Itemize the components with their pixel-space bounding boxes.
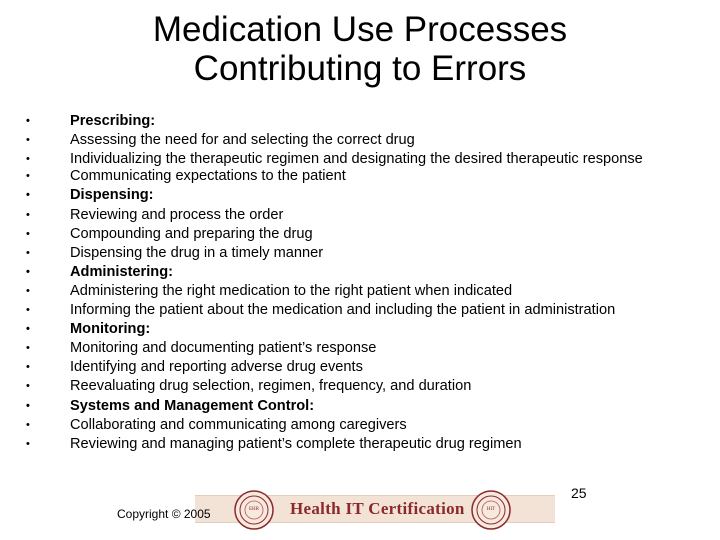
section-heading: [26, 265, 686, 281]
list-item-text: Systems and Management Control:: [70, 397, 315, 414]
list-item-text: Reviewing and process the order: [70, 206, 284, 223]
bullet-icon: •: [26, 115, 30, 127]
bullet-icon: •: [26, 380, 30, 393]
list-item: [26, 208, 686, 224]
seal-right-text: HIT: [486, 507, 496, 512]
list-item-text: Reviewing and managing patient’s complete therapeutic drug regimen: [70, 435, 522, 452]
list-item-text: Individualizing the therapeutic regimen and designating the desired therapeutic response: [70, 151, 643, 168]
list-item-text: Monitoring and documenting patient’s response: [70, 340, 377, 357]
bullet-icon: •: [26, 227, 30, 240]
bullet-icon: •: [26, 323, 30, 336]
list-item-text: Prescribing:: [70, 113, 156, 129]
seal-right-icon: [471, 490, 511, 535]
bullet-icon: •: [26, 208, 30, 221]
list-item-text: Reevaluating drug selection, regimen, frequency, and duration: [70, 378, 472, 395]
list-item: [26, 152, 686, 166]
list-item-text: Assessing the need for and selecting the correct drug: [70, 132, 415, 149]
list-item-text: Administering the right medication to the right patient when indicated: [70, 282, 513, 299]
list-item: [26, 379, 686, 395]
list-item-text: Administering:: [70, 263, 173, 280]
bullet-icon: •: [26, 265, 30, 278]
list-item: [26, 227, 686, 243]
bullet-list: [26, 114, 686, 456]
list-item: [26, 303, 686, 319]
copyright-text: Copyright © 2005: [117, 507, 211, 521]
list-item-text: Dispensing:: [70, 187, 154, 204]
list-item-text: Collaborating and communicating among caregivers: [70, 416, 407, 433]
bullet-icon: •: [26, 342, 30, 355]
section-heading: [26, 188, 686, 204]
bullet-icon: •: [26, 134, 30, 147]
list-item-text: Identifying and reporting adverse drug events: [70, 359, 363, 376]
banner-text: Health IT Certification: [290, 499, 465, 518]
bullet-icon: •: [26, 246, 30, 259]
bullet-icon: •: [26, 418, 30, 431]
list-item: [26, 246, 686, 262]
page-number: 25: [571, 485, 587, 501]
section-heading: [26, 322, 686, 338]
seal-left-icon: [234, 490, 274, 535]
list-item: [26, 341, 686, 357]
seal-left-text: EHR: [249, 507, 259, 512]
list-item: [26, 133, 686, 149]
bullet-icon: •: [26, 361, 30, 374]
list-item-text: Communicating expectations to the patient: [70, 168, 346, 185]
list-item: [26, 169, 686, 185]
bullet-icon: •: [26, 153, 30, 166]
list-item: [26, 437, 686, 453]
bullet-icon: •: [26, 189, 30, 202]
bullet-icon: •: [26, 284, 30, 297]
list-item-text: Informing the patient about the medication and including the patient in administration: [70, 302, 616, 319]
section-heading: [26, 114, 686, 130]
slide-title: [0, 10, 720, 88]
list-item: [26, 360, 686, 376]
bullet-icon: •: [26, 399, 30, 412]
list-item: [26, 418, 686, 434]
slide-title-line-2: Contributing to Errors: [193, 49, 527, 88]
bullet-icon: •: [26, 170, 30, 183]
slide-title-line-1: Medication Use Processes: [152, 10, 568, 49]
section-heading: [26, 399, 686, 415]
list-item: [26, 284, 686, 300]
bullet-icon: •: [26, 304, 30, 317]
list-item-text: Compounding and preparing the drug: [70, 225, 313, 242]
list-item-text: Monitoring:: [70, 321, 151, 338]
bullet-icon: •: [26, 437, 30, 450]
list-item-text: Dispensing the drug in a timely manner: [70, 244, 324, 261]
